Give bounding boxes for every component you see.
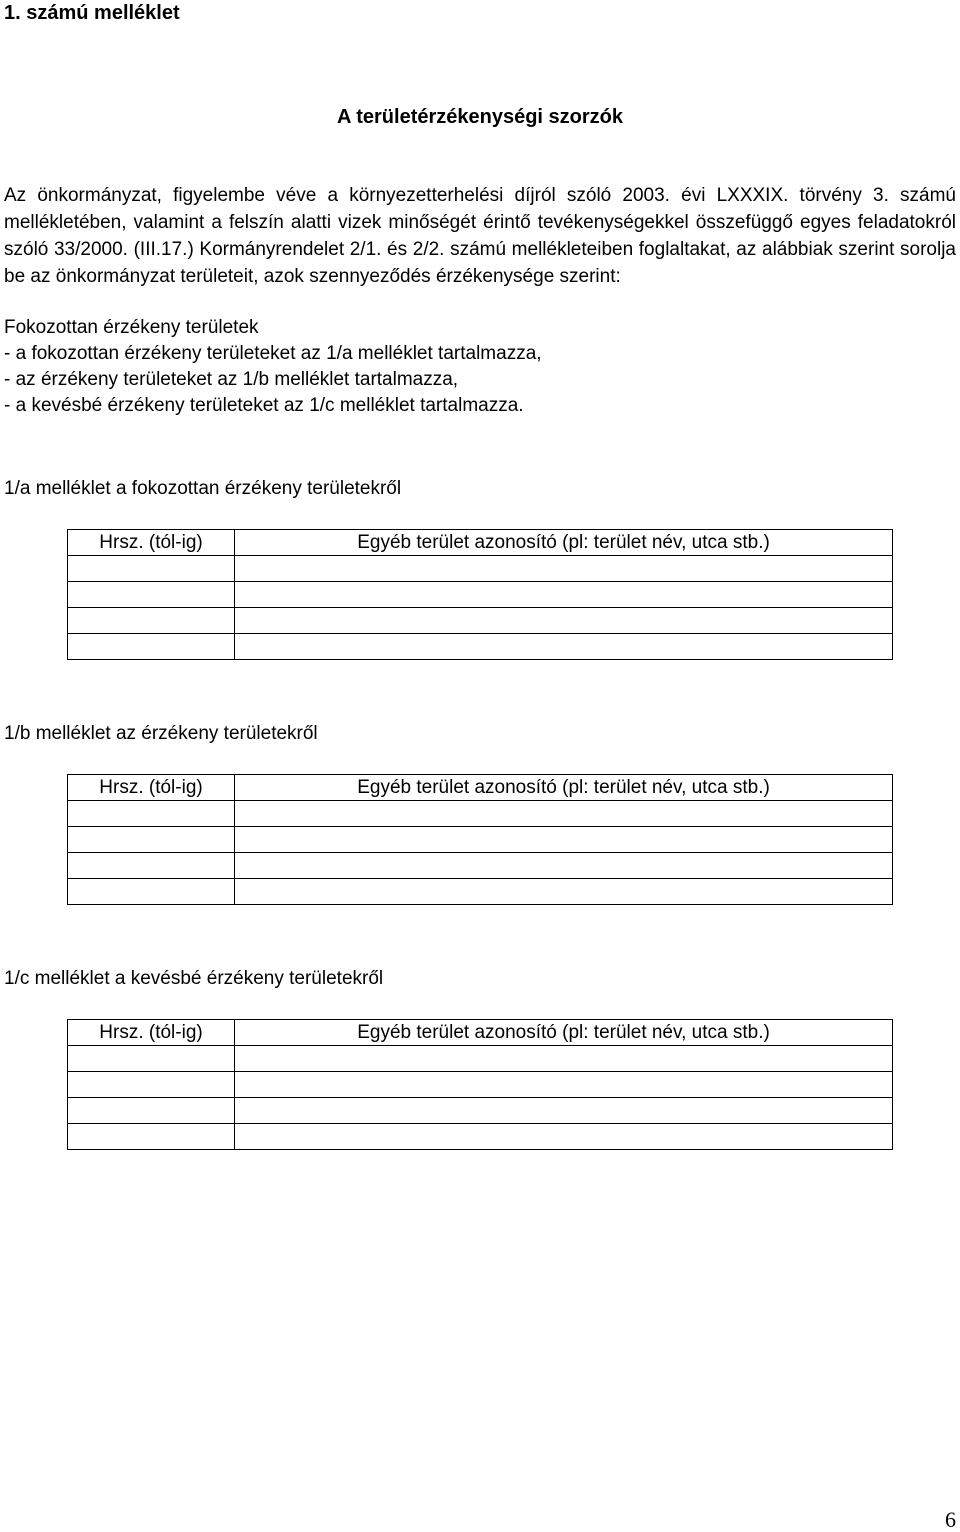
table-cell[interactable] (68, 1124, 235, 1150)
table-row (68, 1046, 893, 1072)
table-cell[interactable] (68, 1072, 235, 1098)
table-cell[interactable] (68, 853, 235, 879)
table-cell[interactable] (235, 556, 893, 582)
document-title: A területérzékenységi szorzók (336, 106, 624, 128)
table-header-row (68, 775, 893, 801)
column-header-hrsz: Hrsz. (tól-ig) (68, 530, 235, 556)
document-heading: 1. számú melléklet (4, 2, 180, 24)
table-cell[interactable] (235, 1072, 893, 1098)
table-cell[interactable] (68, 827, 235, 853)
table-cell[interactable] (68, 556, 235, 582)
area-table-1c (67, 1019, 893, 1150)
column-header-hrsz: Hrsz. (tól-ig) (68, 775, 235, 801)
category-item: - a fokozottan érzékeny területeket az 1/a melléklet tartalmazza, (4, 343, 542, 364)
category-item: - a kevésbé érzékeny területeket az 1/c melléklet tartalmazza. (4, 395, 524, 416)
table-cell[interactable] (235, 1046, 893, 1072)
table-cell[interactable] (235, 1124, 893, 1150)
category-heading: Fokozottan érzékeny területek (4, 317, 259, 338)
table-row (68, 801, 893, 827)
table-cell[interactable] (68, 1046, 235, 1072)
table-cell[interactable] (235, 827, 893, 853)
section-title-1a: 1/a melléklet a fokozottan érzékeny területekről (4, 478, 402, 499)
table-row (68, 879, 893, 905)
table-cell[interactable] (68, 582, 235, 608)
table-cell[interactable] (235, 582, 893, 608)
table-row (68, 1072, 893, 1098)
column-header-identifier: Egyéb terület azonosító (pl: terület név, utca stb.) (235, 1020, 893, 1046)
table-cell[interactable] (68, 801, 235, 827)
area-table-1b (67, 774, 893, 905)
page-number: 6 (945, 1507, 956, 1532)
table-cell[interactable] (235, 853, 893, 879)
section-title-1b: 1/b melléklet az érzékeny területekről (4, 723, 318, 744)
table-row (68, 853, 893, 879)
table-row (68, 582, 893, 608)
column-header-identifier: Egyéb terület azonosító (pl: terület név, utca stb.) (235, 775, 893, 801)
table-cell[interactable] (235, 801, 893, 827)
category-list (4, 315, 542, 419)
table-cell[interactable] (235, 634, 893, 660)
table-row (68, 608, 893, 634)
table-header-row (68, 530, 893, 556)
table-cell[interactable] (235, 879, 893, 905)
table-row (68, 827, 893, 853)
table-cell[interactable] (235, 608, 893, 634)
column-header-hrsz: Hrsz. (tól-ig) (68, 1020, 235, 1046)
table-header-row (68, 1020, 893, 1046)
table-row (68, 556, 893, 582)
area-table-1a (67, 529, 893, 660)
table-cell[interactable] (68, 1098, 235, 1124)
table-row (68, 634, 893, 660)
table-cell[interactable] (68, 634, 235, 660)
table-row (68, 1124, 893, 1150)
section-title-1c: 1/c melléklet a kevésbé érzékeny területekről (4, 968, 384, 989)
category-item: - az érzékeny területeket az 1/b melléklet tartalmazza, (4, 369, 459, 390)
column-header-identifier: Egyéb terület azonosító (pl: terület név, utca stb.) (235, 530, 893, 556)
table-cell[interactable] (68, 608, 235, 634)
table-cell[interactable] (68, 879, 235, 905)
table-cell[interactable] (235, 1098, 893, 1124)
table-row (68, 1098, 893, 1124)
intro-paragraph: Az önkormányzat, figyelembe véve a környezetterhelési díjról szóló 2003. évi LXXXIX. törvény 3. számú mellékletében, valamint a felszín alatti vizek minőségét érintő tevékenységekkel összefüggő egyes feladatokról szóló 33/2000. (III.17.) Kormányrendelet 2/1. és 2/2. számú mellékleteiben foglaltakat, az alábbiak szerint sorolja be az önkormányzat területeit, azok szennyeződés érzékenysége szerint: (4, 185, 956, 287)
